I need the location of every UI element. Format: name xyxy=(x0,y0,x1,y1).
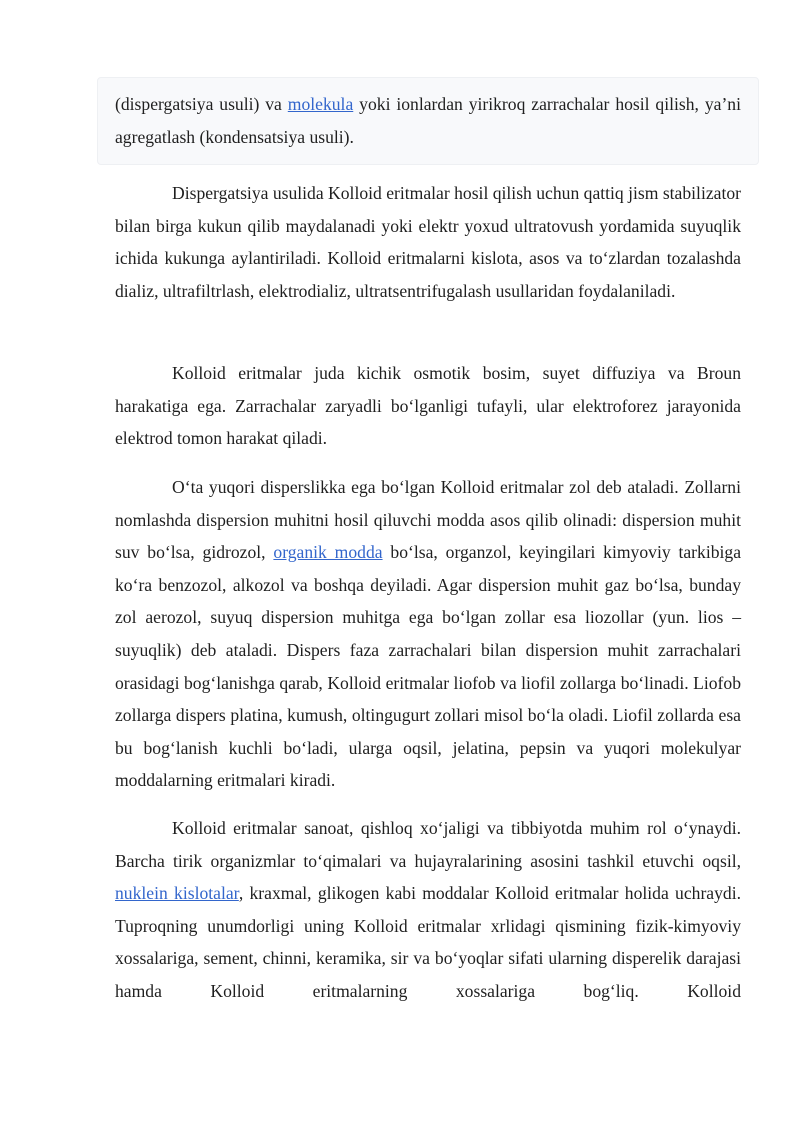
link-organik-modda[interactable]: organik modda xyxy=(273,542,383,563)
link-nuklein-kislotalar[interactable]: nuklein kislotalar xyxy=(115,883,239,904)
paragraph-ahamiyati xyxy=(115,812,741,1008)
paragraph-continuation xyxy=(115,88,741,153)
paragraph-text: (dispergatsiya usuli) va xyxy=(115,94,288,114)
paragraph-text: , kraxmal, glikogen kabi moddalar Kolloid eritmalar holida uchraydi. Tuproqning unumdorligi uning Kolloid eritmalar xrlidagi qismining fizik-kimyoviy xossalariga, sement, chinni, keramika, sir va bo‘yoqlar sifati ularning disperelik darajasi hamda Kolloid eritmalarning xossalariga bog‘liq. Kolloid xyxy=(115,883,741,1001)
paragraph-osmotik-bosim: Kolloid eritmalar juda kichik osmotik bosim, suyet diffuziya va Broun harakatiga ega. Zarrachalar zaryadli bo‘lganligi tufayli, ular elektroforez jarayonida elektrod tomon harakat qiladi. xyxy=(115,363,741,449)
link-molekula[interactable]: molekula xyxy=(287,94,354,114)
paragraph-dispergatsiya: Dispergatsiya usulida Kolloid eritmalar hosil qilish uchun qattiq jism stabilizator bilan birga kukun qilib maydalanadi yoki elektr yoxud ultratovush yordamida suyuqlik ichida kukunga aylantiriladi. Kolloid eritmalarni kislota, asos va to‘zlardan tozalashda dializ, ultrafiltrlash, elektrodializ, ultratsentrifugalash usullaridan foydalaniladi. xyxy=(115,183,741,301)
paragraph-text: O‘ta yuqori disperslikka ega bo‘lgan Kolloid eritmalar zol deb ataladi. Zollarni nomlashda dispersion muhitni hosil qiluvchi modda asos qilib olinadi: dispersion muhit suv bo‘lsa, gidrozol, xyxy=(115,477,741,563)
paragraph-text: Kolloid eritmalar sanoat, qishloq xo‘jaligi va tibbiyotda muhim rol o‘ynaydi. Barcha tirik organizmlar to‘qimalari va hujayralarining asosini tashkil etuvchi oqsil, xyxy=(115,818,741,871)
paragraph-text: yoki ionlardan yirikroq zarrachalar hosil qilish, ya’ni agregatlash (kondensatsiya usuli). xyxy=(115,94,741,147)
paragraph-zol xyxy=(115,471,741,797)
paragraph-text: bo‘lsa, organzol, keyingilari kimyoviy tarkibiga ko‘ra benzozol, alkozol va boshqa deyiladi. Agar dispersion muhit gaz bo‘lsa, bunday zol aerozol, suyuq dispersion muhitga ega bo‘lgan zollar esa liozollar (yun. lios – suyuqlik) deb ataladi. Dispers faza zarrachalari bilan dispersion muhit zarrachalari orasidagi bog‘lanishga qarab, Kolloid eritmalar liofob va liofil zollarga bo‘linadi. Liofob zollarga dispers platina, kumush, oltingugurt zollari misol bo‘la oladi. Liofil zollarda esa bu bog‘lanish kuchli bo‘ladi, ularga oqsil, jelatina, pepsin va yuqori molekulyar moddalarning eritmalari kiradi. xyxy=(115,542,741,791)
